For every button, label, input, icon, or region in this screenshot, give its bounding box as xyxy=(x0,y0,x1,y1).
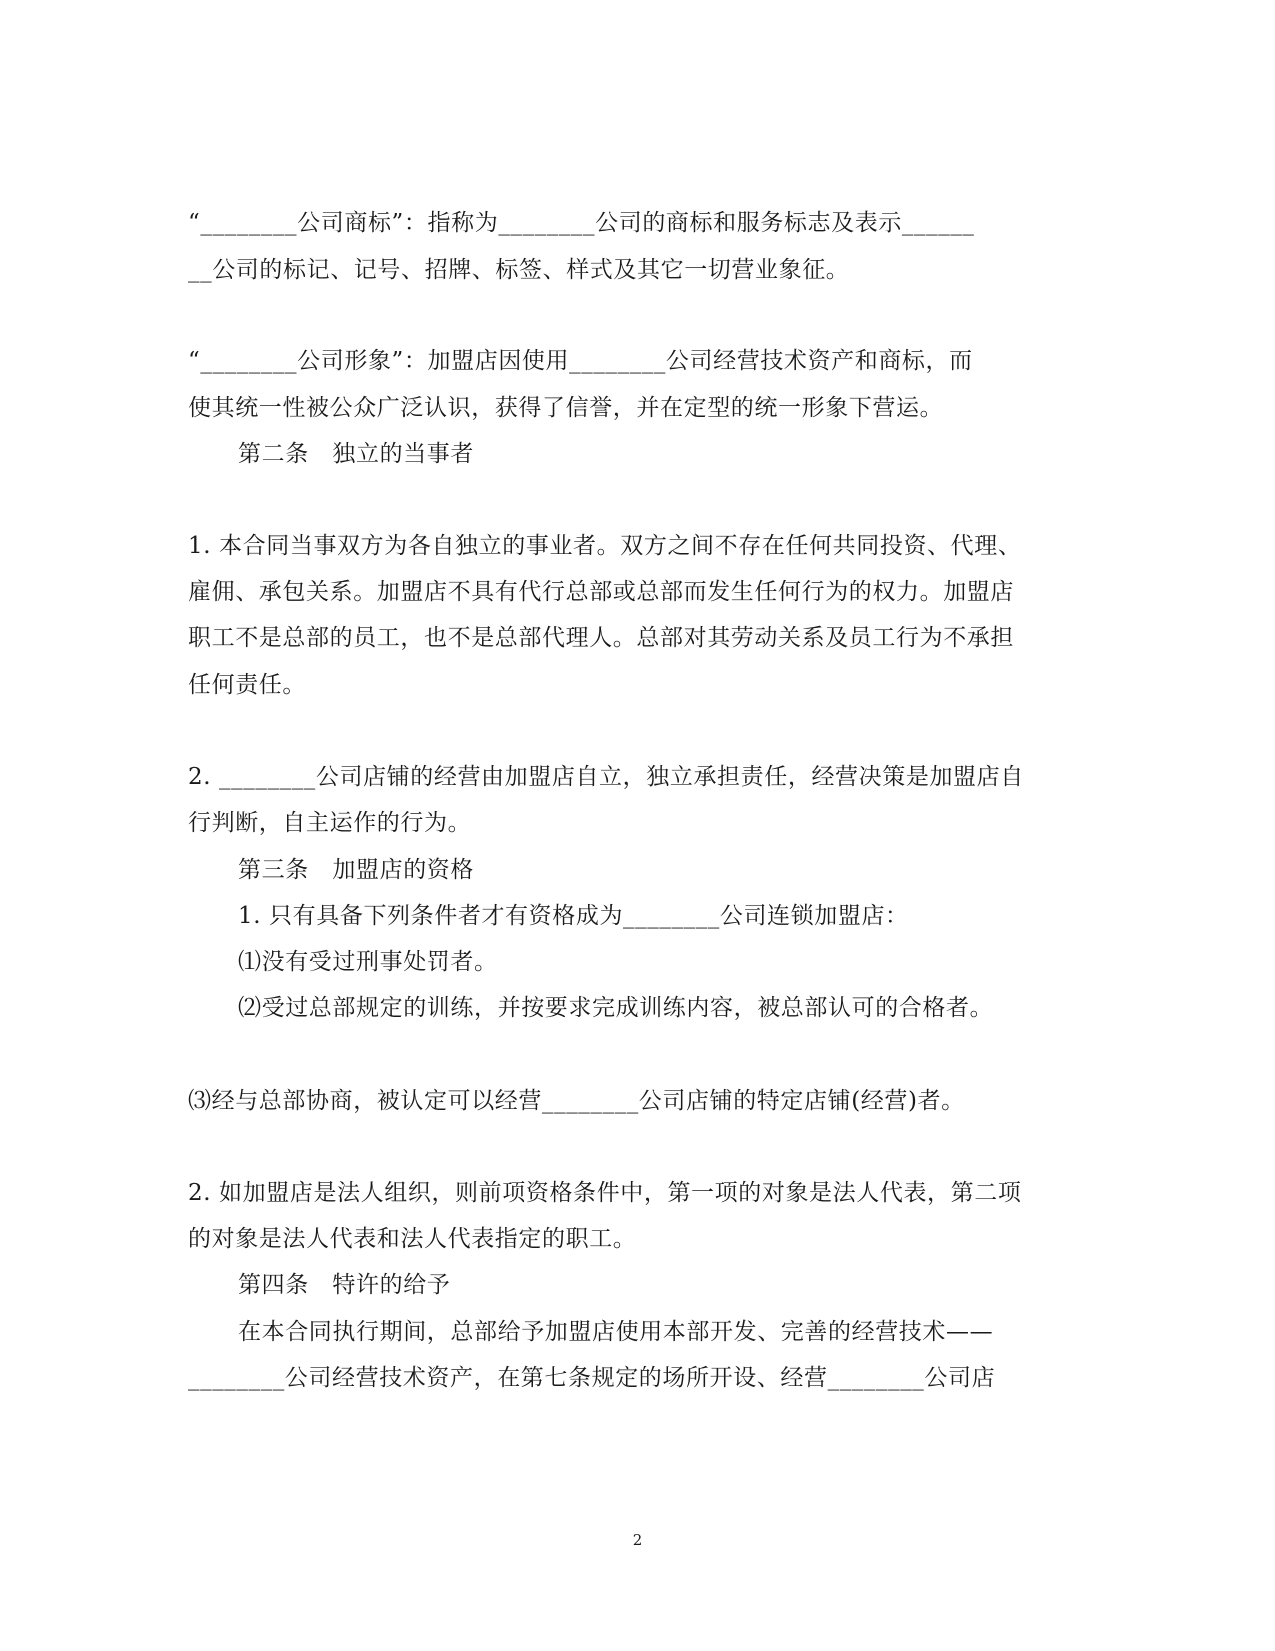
paragraph-line: 2. ________公司店铺的经营由加盟店自立，独立承担责任，经营决策是加盟店自 xyxy=(188,764,1024,790)
paragraph-line: 1. 本合同当事双方为各自独立的事业者。双方之间不存在任何共同投资、代理、 xyxy=(188,533,1022,559)
list-item: ⑴没有受过刑事处罚者。 xyxy=(238,949,498,975)
paragraph-line: __公司的标记、记号、招牌、标签、样式及其它一切营业象征。 xyxy=(188,257,850,283)
paragraph-line: 职工不是总部的员工，也不是总部代理人。总部对其劳动关系及员工行为不承担 xyxy=(188,625,1014,651)
paragraph-line: “________公司形象”：加盟店因使用________公司经营技术资产和商标，而 xyxy=(188,348,973,374)
page-number: 2 xyxy=(632,1531,643,1549)
paragraph-line: 1. 只有具备下列条件者才有资格成为________公司连锁加盟店： xyxy=(238,903,909,929)
paragraph-line: 雇佣、承包关系。加盟店不具有代行总部或总部而发生任何行为的权力。加盟店 xyxy=(188,579,1014,605)
paragraph-line: “________公司商标”：指称为________公司的商标和服务标志及表示______ xyxy=(188,210,975,236)
article-heading: 第四条 特许的给予 xyxy=(238,1272,451,1298)
paragraph-line: 任何责任。 xyxy=(188,672,306,698)
paragraph-line: 使其统一性被公众广泛认识，获得了信誉，并在定型的统一形象下营运。 xyxy=(188,395,944,421)
list-item: ⑵受过总部规定的训练，并按要求完成训练内容，被总部认可的合格者。 xyxy=(238,995,994,1021)
article-heading: 第三条 加盟店的资格 xyxy=(238,857,474,883)
paragraph-line: 的对象是法人代表和法人代表指定的职工。 xyxy=(188,1226,637,1252)
list-item: ⑶经与总部协商，被认定可以经营________公司店铺的特定店铺(经营)者。 xyxy=(188,1088,965,1114)
paragraph-line: 行判断，自主运作的行为。 xyxy=(188,810,472,836)
paragraph-line: 在本合同执行期间，总部给予加盟店使用本部开发、完善的经营技术—— xyxy=(238,1319,994,1345)
article-heading: 第二条 独立的当事者 xyxy=(238,441,474,467)
paragraph-line: 2. 如加盟店是法人组织，则前项资格条件中，第一项的对象是法人代表，第二项 xyxy=(188,1180,1022,1206)
paragraph-line: ________公司经营技术资产，在第七条规定的场所开设、经营________公司店 xyxy=(188,1365,996,1391)
